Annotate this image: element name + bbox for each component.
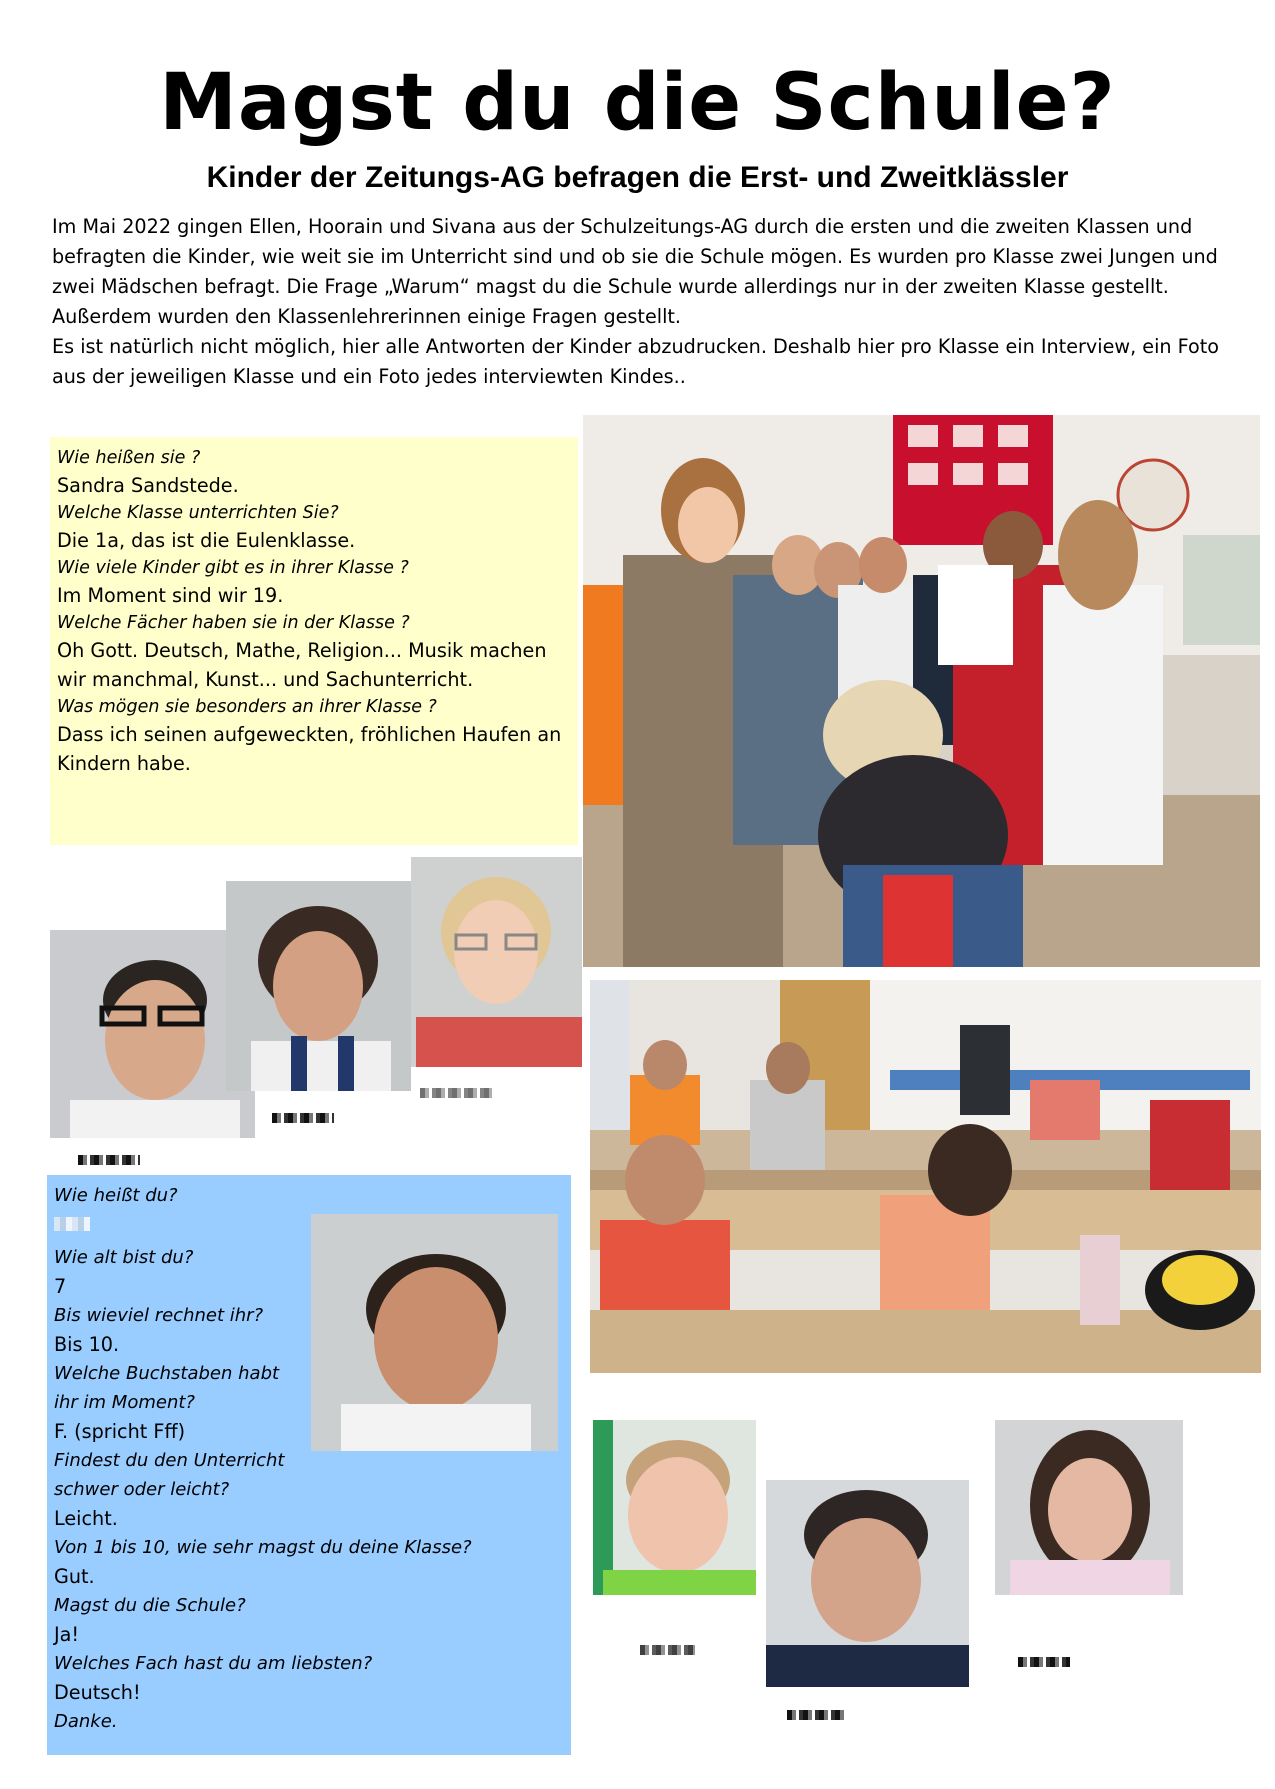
child-question-7: Magst du die Schule? (54, 1595, 246, 1616)
child-photo-3 (411, 857, 582, 1067)
teacher-answer-4: Oh Gott. Deutsch, Mathe, Religion... Musik machen wir manchmal, Kunst... und Sachunterricht. (57, 639, 547, 691)
teacher-interview-box (50, 437, 578, 845)
child-photo-caption-1 (78, 1155, 140, 1165)
child-photo-caption-5 (787, 1710, 847, 1720)
child-photo-caption-2 (272, 1113, 334, 1123)
page-title: Magst du die Schule? (159, 58, 1116, 148)
child-answer-7: Ja! (54, 1623, 80, 1646)
child-answer-2: 7 (54, 1275, 67, 1298)
child-question-6: Von 1 bis 10, wie sehr magst du deine Klasse? (54, 1537, 472, 1558)
child-photo-caption-4 (640, 1645, 695, 1655)
child-photo-6 (995, 1420, 1183, 1595)
child-photo-2 (226, 881, 411, 1091)
class-classroom-photo (590, 980, 1261, 1373)
teacher-answer-3: Im Moment sind wir 19. (57, 584, 284, 607)
child-question-1: Wie heißt du? (54, 1185, 178, 1206)
teacher-question-2: Welche Klasse unterrichten Sie? (57, 503, 339, 523)
teacher-question-5: Was mögen sie besonders an ihrer Klasse ? (57, 697, 437, 717)
teacher-answer-2: Die 1a, das ist die Eulenklasse. (57, 529, 356, 552)
child-closing: Danke. (54, 1711, 118, 1732)
child-photo-5 (766, 1480, 969, 1687)
class-1a-photo (583, 415, 1260, 967)
child-question-4: Welche Buchstaben habt ihr im Moment? (54, 1363, 280, 1413)
intro-paragraph-1: Im Mai 2022 gingen Ellen, Hoorain und Sivana aus der Schulzeitungs-AG durch die ersten und die zweiten Klassen und befragten die Kinder, wie weit sie im Unterricht sind und ob sie die Schule mögen. Es wurden pro Klasse zwei Jungen und zwei Mädschen befragt. Die Frage „Warum“ magst du die Schule wurde allerdings nur in der zweiten Klasse gestellt. Außerdem wurden den Klassenlehrerinnen einige Fragen gestellt. (52, 215, 1218, 328)
intro-paragraph-2: Es ist natürlich nicht möglich, hier alle Antworten der Kinder abzudrucken. Deshalb hier pro Klasse ein Interview, ein Foto aus der jeweiligen Klasse und ein Foto jedes interviewten Kindes.. (52, 335, 1220, 388)
child-question-3: Bis wieviel rechnet ihr? (54, 1305, 264, 1326)
child-answer-5: Leicht. (54, 1507, 118, 1530)
teacher-question-1: Wie heißen sie ? (57, 448, 201, 468)
intro-text (52, 212, 1227, 392)
child-question-2: Wie alt bist du? (54, 1247, 194, 1268)
child-answer-3: Bis 10. (54, 1333, 120, 1356)
child-question-8: Welches Fach hast du am liebsten? (54, 1653, 373, 1674)
interviewed-child-photo (311, 1214, 558, 1451)
teacher-question-4: Welche Fächer haben sie in der Klasse ? (57, 613, 410, 633)
child-photo-4 (593, 1420, 756, 1595)
child-photo-1 (50, 930, 255, 1138)
page-subtitle: Kinder der Zeitungs-AG befragen die Erst- und Zweitklässler (206, 161, 1069, 194)
child-photo-caption-3 (420, 1088, 492, 1098)
teacher-question-3: Wie viele Kinder gibt es in ihrer Klasse ? (57, 558, 409, 578)
child-photo-caption-6 (1018, 1657, 1070, 1667)
child-question-5: Findest du den Unterricht schwer oder leicht? (54, 1450, 285, 1500)
child-answer-6: Gut. (54, 1565, 95, 1588)
teacher-answer-5: Dass ich seinen aufgeweckten, fröhlichen Haufen an Kindern habe. (57, 723, 562, 775)
child-answer-8: Deutsch! (54, 1681, 141, 1704)
teacher-answer-1: Sandra Sandstede. (57, 474, 239, 497)
child-answer-4: F. (spricht Fff) (54, 1420, 186, 1443)
